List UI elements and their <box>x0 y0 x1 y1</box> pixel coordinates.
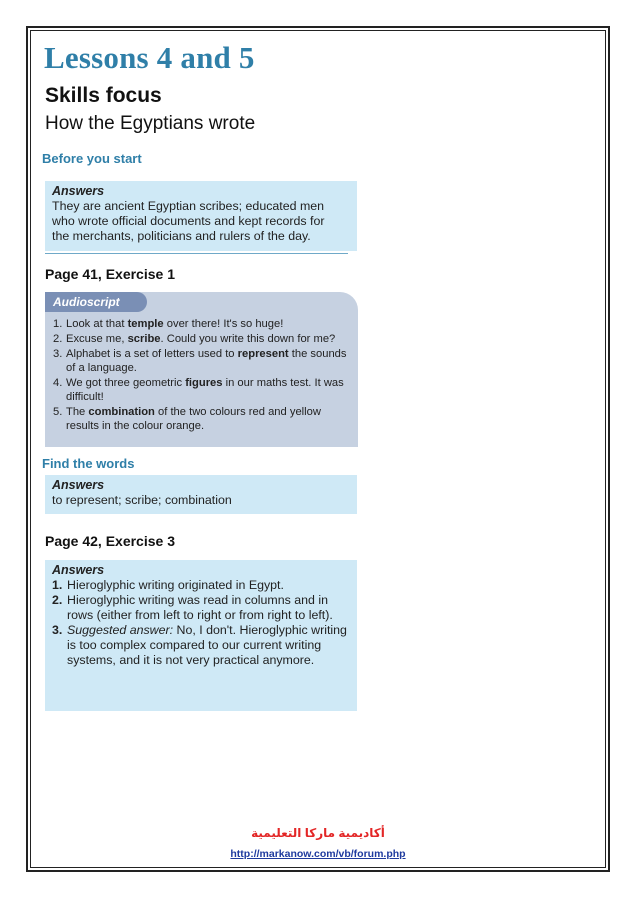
before-you-start-answer-box <box>45 181 357 251</box>
audioscript-item: 3. Alphabet is a set of letters used to represent the sounds of a language. <box>53 348 347 374</box>
exercise3-answer-list <box>52 578 351 668</box>
lesson-topic: How the Egyptians wrote <box>45 113 256 134</box>
audioscript-box <box>45 292 358 447</box>
audioscript-list <box>53 317 352 433</box>
answer-line: to represent; scribe; combination <box>52 493 232 507</box>
footer-link[interactable]: http://markanow.com/vb/forum.php <box>230 848 406 860</box>
before-you-start-heading: Before you start <box>42 151 142 166</box>
answer-line: the merchants, politicians and rulers of the day. <box>52 229 311 243</box>
page-title: Lessons 4 and 5 <box>44 40 255 75</box>
audioscript-tab: Audioscript <box>45 292 147 312</box>
answer-item: 2. Hieroglyphic writing was read in columns and in rows (either from left to right or from right to left). <box>52 593 333 622</box>
find-the-words-heading: Find the words <box>42 456 135 471</box>
answers-label: Answers <box>52 563 105 577</box>
audioscript-item: 5. The combination of the two colours red and yellow results in the colour orange. <box>53 406 321 432</box>
answer-item: 1. Hieroglyphic writing originated in Egypt. <box>52 578 284 592</box>
exercise3-answer-box <box>45 560 357 711</box>
exercise3-heading: Page 42, Exercise 3 <box>45 533 175 549</box>
answer-item: 3. Suggested answer: No, I don't. Hieroglyphic writing is too complex compared to our current writing systems, and it is not very practical anymore. <box>52 623 347 667</box>
answer-line: who wrote official documents and kept records for <box>52 214 325 228</box>
page-subtitle: Skills focus <box>45 84 162 107</box>
find-the-words-answer-box <box>45 475 357 514</box>
audioscript-item: 2. Excuse me, scribe. Could you write this down for me? <box>53 333 336 345</box>
answers-label: Answers <box>52 478 105 492</box>
audioscript-item: 4. We got three geometric figures in our maths test. It was difficult! <box>53 377 344 403</box>
answer-line: They are ancient Egyptian scribes; educated men <box>52 199 325 213</box>
answers-label: Answers <box>52 184 105 198</box>
audioscript-item: 1. Look at that temple over there! It's so huge! <box>53 318 284 330</box>
section-divider <box>45 253 348 254</box>
exercise1-heading: Page 41, Exercise 1 <box>45 266 175 282</box>
footer-arabic-text: أكاديمية ماركا التعليمية <box>251 826 385 840</box>
